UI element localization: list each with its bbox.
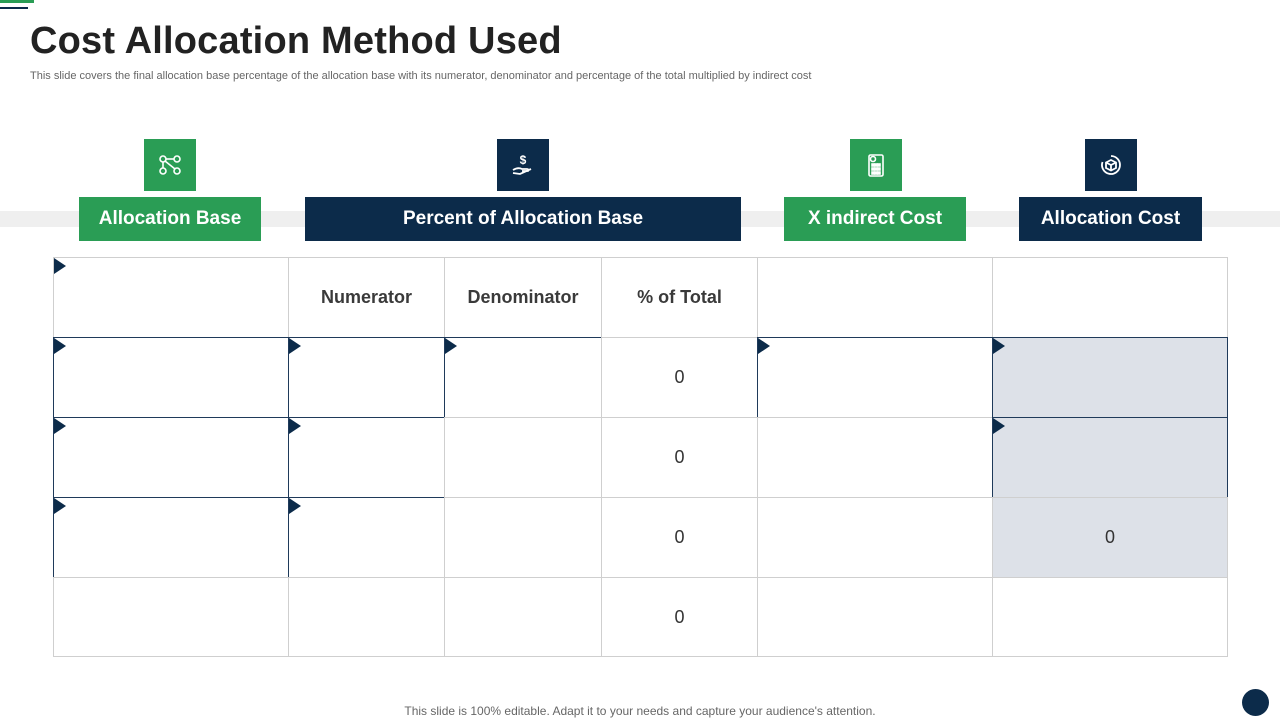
triangle-marker-icon xyxy=(54,498,66,514)
table-cell[interactable] xyxy=(444,337,602,418)
triangle-marker-icon xyxy=(993,338,1005,354)
network-nodes-icon xyxy=(144,139,196,191)
table-cell[interactable] xyxy=(53,417,289,498)
table-cell[interactable] xyxy=(288,337,445,418)
table-cell[interactable] xyxy=(444,417,602,498)
allocation-cost-cell[interactable] xyxy=(992,417,1228,498)
table-cell[interactable] xyxy=(53,577,289,657)
table-cell[interactable] xyxy=(288,497,445,578)
header-allocation-cost: Allocation Cost xyxy=(1019,197,1202,241)
table-cell[interactable] xyxy=(992,577,1228,657)
cube-cycle-icon xyxy=(1085,139,1137,191)
table-cell[interactable] xyxy=(757,337,993,418)
column-header-percent-total: % of Total xyxy=(601,257,758,338)
table-cell[interactable] xyxy=(757,417,993,498)
percent-total-cell: 0 xyxy=(601,417,758,498)
slide-marker-dot xyxy=(1242,689,1269,716)
column-header-denominator: Denominator xyxy=(444,257,602,338)
table-cell[interactable] xyxy=(444,497,602,578)
percent-total-cell: 0 xyxy=(601,337,758,418)
triangle-marker-icon xyxy=(54,258,66,274)
triangle-marker-icon xyxy=(445,338,457,354)
table-cell[interactable] xyxy=(757,577,993,657)
table-cell[interactable] xyxy=(53,497,289,578)
triangle-marker-icon xyxy=(758,338,770,354)
triangle-marker-icon xyxy=(289,418,301,434)
accent-line-secondary xyxy=(0,7,28,9)
page-title: Cost Allocation Method Used xyxy=(30,20,562,62)
page-subtitle: This slide covers the final allocation base percentage of the allocation base with its numerator, denominator and percentage of the total multiplied by indirect cost xyxy=(30,70,812,82)
table-cell[interactable] xyxy=(288,417,445,498)
table-cell[interactable] xyxy=(53,337,289,418)
percent-total-cell: 0 xyxy=(601,577,758,657)
header-allocation-base: Allocation Base xyxy=(79,197,261,241)
header-percent-of-allocation-base: Percent of Allocation Base xyxy=(305,197,741,241)
table-header-cell xyxy=(757,257,993,338)
triangle-marker-icon xyxy=(54,338,66,354)
svg-text:$: $ xyxy=(519,153,527,167)
table-cell[interactable] xyxy=(757,497,993,578)
triangle-marker-icon xyxy=(289,498,301,514)
table-header-cell xyxy=(53,257,289,338)
percent-total-cell: 0 xyxy=(601,497,758,578)
allocation-cost-cell[interactable] xyxy=(992,337,1228,418)
triangle-marker-icon xyxy=(993,418,1005,434)
header-indirect-cost: X indirect Cost xyxy=(784,197,966,241)
column-header-numerator: Numerator xyxy=(288,257,445,338)
calculator-icon xyxy=(850,139,902,191)
allocation-table xyxy=(53,257,1228,657)
triangle-marker-icon xyxy=(54,418,66,434)
hand-dollar-icon xyxy=(497,139,549,191)
footer-note: This slide is 100% editable. Adapt it to your needs and capture your audience's attention. xyxy=(404,704,876,718)
table-cell[interactable] xyxy=(444,577,602,657)
table-cell[interactable] xyxy=(288,577,445,657)
accent-line xyxy=(0,0,34,3)
triangle-marker-icon xyxy=(289,338,301,354)
table-header-cell xyxy=(992,257,1228,338)
allocation-cost-cell: 0 xyxy=(992,497,1228,578)
